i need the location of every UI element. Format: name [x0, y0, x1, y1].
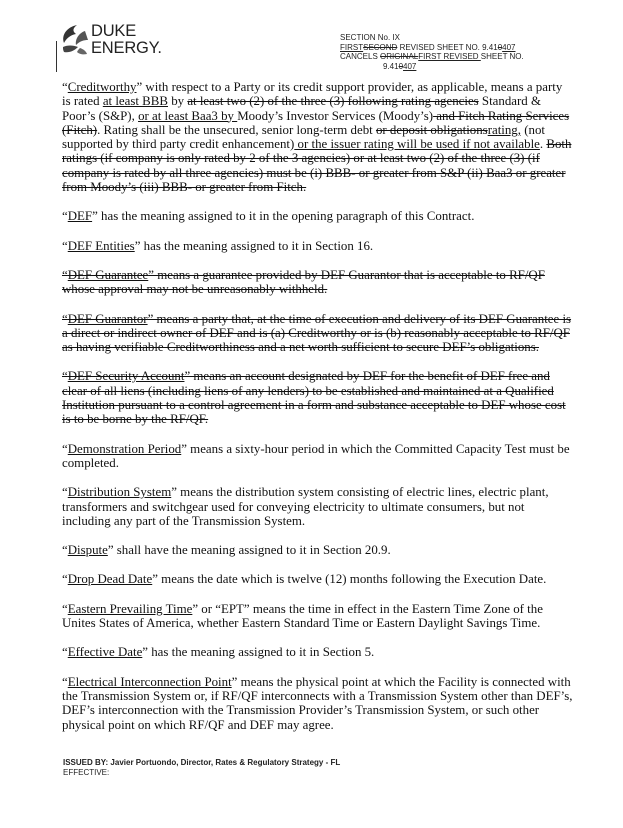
- defined-term: DEF Security Account: [67, 369, 185, 384]
- definition-def: “DEF” has the meaning assigned to it in the opening paragraph of this Contract.: [62, 209, 475, 224]
- definition-electrical-interconnection-point: “Electrical Interconnection Point” means the physical point at which the Facility is connected with the Transmission System or, if RF/QF interconnects with a Transmission System other than DEF’s, DEF’s interconnection with the Transmission Provider’s Transmission System, or such other physical point on which RF/QF and DEF may agree.: [62, 674, 573, 732]
- defined-term: Electrical Interconnection Point: [67, 674, 232, 689]
- definition-dispute: “Dispute” shall have the meaning assigned to it in Section 20.9.: [62, 543, 391, 558]
- deleted-text: 0: [398, 61, 404, 71]
- issuer-name: Javier Portuondo, Director, Rates & Regulatory Strategy - FL: [110, 758, 341, 767]
- defined-term: Effective Date: [67, 645, 143, 660]
- definition-effective-date: “Effective Date” has the meaning assigned to it in Section 5.: [62, 645, 375, 660]
- deleted-text: 0: [497, 42, 503, 52]
- inserted-text: FIRST: [340, 42, 364, 52]
- defined-term: Eastern Prevailing Time: [67, 601, 193, 616]
- deleted-text: or deposit obligations: [375, 122, 488, 137]
- inserted-text: 407: [403, 61, 417, 71]
- inserted-text: rating,: [487, 122, 521, 137]
- defined-term: Drop Dead Date: [67, 572, 153, 587]
- definition-def-entities: “DEF Entities” has the meaning assigned to it in Section 16.: [62, 238, 374, 253]
- revision-margin-bar: [56, 41, 57, 72]
- section-number: SECTION No. IX: [340, 33, 401, 42]
- logo-wordmark: [91, 23, 162, 57]
- duke-energy-logo: [57, 22, 177, 82]
- defined-term: Demonstration Period: [67, 441, 182, 456]
- effective-label: EFFECTIVE:: [63, 767, 110, 777]
- sheet-number: FIRSTSECOND REVISED SHEET NO. 9.410407: [340, 42, 516, 52]
- deleted-text: SECOND: [363, 42, 398, 52]
- inserted-text: 407: [502, 42, 516, 52]
- defined-term: Creditworthy: [67, 80, 137, 94]
- definition-eastern-prevailing-time: “Eastern Prevailing Time” or “EPT” means the time in effect in the Eastern Time Zone of the Unites States of America, whether Eastern Standard Time or Eastern Daylight Savings Time.: [62, 601, 543, 631]
- issued-by-line: ISSUED BY: Javier Portuondo, Director, Rates & Regulatory Strategy - FL: [63, 758, 341, 767]
- flame-logo-icon: [57, 22, 91, 62]
- defined-term: DEF Entities: [67, 238, 135, 253]
- sheet-footer: [63, 758, 340, 777]
- cancels-sheet-number: 9.410407: [383, 61, 417, 71]
- defined-term: Dispute: [67, 543, 108, 558]
- deleted-text: Both ratings (if company is only rated by 2 of the 3 agencies) or at least two (2) of the three (3) (if company is rated by all three agencies) must be (i) BBB- or greater from S&P (ii) Baa3 or greater from Moody’s (iii) BBB- or greater from Fitch.: [62, 137, 572, 195]
- inserted-text: FIRST REVISED: [418, 52, 481, 61]
- definition-drop-dead-date: “Drop Dead Date” means the date which is twelve (12) months following the Execution Date.: [62, 572, 547, 587]
- deleted-text: and Fitch Rating Services (Fitch): [62, 108, 570, 137]
- sheet-header: [340, 33, 580, 71]
- deleted-text: at least two (2) of the three (3) following rating agencies: [187, 94, 479, 109]
- cancels-line: CANCELS ORIGINALFIRST REVISED SHEET NO.: [340, 52, 524, 61]
- definition-demonstration-period: “Demonstration Period” means a sixty-hour period in which the Committed Capacity Test must be completed.: [62, 441, 570, 470]
- deleted-text: ORIGINAL: [380, 52, 419, 61]
- definition-def-security-account-deleted: “DEF Security Account” means an account designated by DEF for the benefit of DEF free and clear of all liens (including liens of any lenders) to be established and maintained at a Qualified Institution pursuant to a control agreement in a form and substance acceptable to DEF whose cost is to be borne by the RF/QF.: [62, 369, 566, 427]
- inserted-text: or at least Baa3 by: [138, 108, 238, 123]
- logo-line-1: DUKE: [91, 22, 137, 40]
- definition-creditworthy: “Creditworthy” with respect to a Party or its credit support provider, as applicable, means a party is rated at least BBB by at least two (2) of the three (3) following rating agencies Standard & Poor’s (S&P), or at least Baa3 by Moody’s Investor Services (Moody’s) and Fitch Rating Services (Fitch). Rating shall be the unsecured, senior long-term debt or deposit obligationsrating, (not supported by third party credit enhancement) or the issuer rating will be used if not available. Both ratings (if company is only rated by 2 of the 3 agencies) or at least two (2) of the three (3) (if company is rated by all three agencies) must be (i) BBB- or greater from S&P (ii) Baa3 or greater from Moody’s (iii) BBB- or greater from Fitch.: [62, 80, 572, 195]
- defined-term: DEF: [67, 209, 93, 224]
- definition-def-guarantor-deleted: “DEF Guarantor” means a party that, at the time of execution and delivery of its DEF Guarantee is a direct or indirect owner of DEF and is (a) Creditworthy or is (b) reasonably acceptable to RF/QF as having verifiable Creditworthiness and a net worth sufficient to secure DEF’s obligations.: [62, 311, 572, 355]
- inserted-text: at least BBB: [102, 94, 168, 109]
- defined-term: Distribution System: [67, 485, 172, 500]
- defined-term: DEF Guarantee: [67, 267, 149, 282]
- inserted-text: or the issuer rating will be used if not available: [294, 137, 540, 152]
- logo-line-2: ENERGY.: [91, 39, 162, 57]
- defined-term: DEF Guarantor: [67, 311, 148, 326]
- definition-def-guarantee-deleted: “DEF Guarantee” means a guarantee provided by DEF Guarantor that is acceptable to RF/QF whose approval may not be unreasonably withheld.: [62, 267, 545, 297]
- definition-distribution-system: “Distribution System” means the distribution system consisting of electric lines, electric plant, transformers and switchgear used for conveying electricity to ultimate consumers, but not including any part of the Transmission System.: [62, 485, 549, 528]
- definitions-body: [62, 80, 574, 732]
